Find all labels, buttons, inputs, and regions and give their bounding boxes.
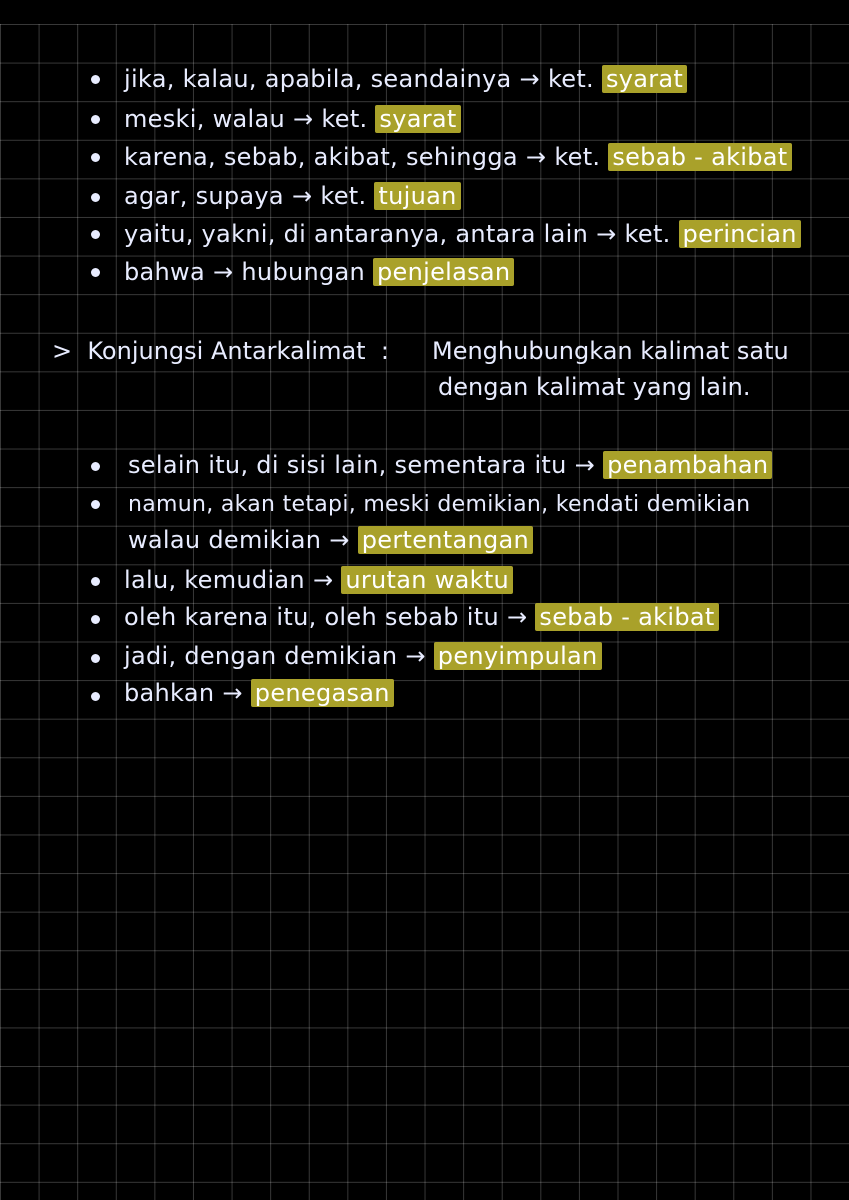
list-item: [128, 450, 772, 480]
highlighted-label: perincian: [679, 220, 801, 248]
conjunction-words: jadi, dengan demikian: [124, 642, 398, 670]
list-item: [128, 488, 750, 520]
highlighted-label: penegasan: [251, 679, 394, 707]
heading-line-1: [52, 336, 389, 366]
heading-definition-2: [438, 372, 751, 402]
highlighted-label: sebab - akibat: [535, 603, 718, 631]
conjunction-words: meski, walau: [124, 105, 285, 133]
list-item-continued: [128, 525, 533, 555]
list-item: [124, 64, 687, 94]
list-item: [124, 257, 514, 287]
bullet-dot: [91, 115, 100, 124]
arrow-icon: →: [525, 143, 547, 171]
label-prefix: ket.: [624, 220, 671, 248]
heading-definition-1: [432, 336, 789, 366]
highlighted-label: penyimpulan: [434, 642, 602, 670]
label-prefix: ket.: [320, 182, 367, 210]
list-item: [124, 181, 461, 211]
arrow-icon: →: [329, 526, 350, 554]
label-prefix: hubungan: [241, 258, 366, 286]
bullet-dot: [91, 268, 100, 277]
arrow-icon: →: [405, 642, 426, 670]
bullet-dot: [91, 615, 100, 624]
highlighted-label: syarat: [602, 65, 687, 93]
conjunction-words: walau demikian: [128, 526, 322, 554]
highlighted-label: pertentangan: [358, 526, 533, 554]
conjunction-words: bahkan: [124, 679, 215, 707]
arrow-icon: →: [506, 603, 528, 631]
conjunction-words: karena, sebab, akibat, sehingga: [124, 143, 518, 171]
highlighted-label: urutan waktu: [341, 566, 513, 594]
bullet-dot: [91, 500, 100, 509]
arrow-icon: →: [213, 258, 234, 286]
arrow-icon: →: [519, 65, 540, 93]
highlighted-label: tujuan: [374, 182, 460, 210]
label-prefix: ket.: [554, 143, 601, 171]
definition-text: Menghubungkan kalimat satu: [432, 337, 789, 365]
heading-title: Konjungsi Antarkalimat: [87, 337, 366, 365]
bullet-dot: [91, 75, 100, 84]
bullet-dot: [91, 654, 100, 663]
conjunction-words: selain itu, di sisi lain, sementara itu: [128, 451, 567, 479]
arrow-icon: →: [291, 182, 313, 210]
conjunction-words: bahwa: [124, 258, 205, 286]
bullet-dot: [91, 692, 100, 701]
label-prefix: ket.: [321, 105, 368, 133]
arrow-icon: →: [596, 220, 617, 248]
bullet-dot: [91, 577, 100, 586]
chevron-right-icon: >: [52, 337, 73, 365]
bullet-dot: [91, 153, 100, 162]
bullet-dot: [91, 462, 100, 471]
arrow-icon: →: [293, 105, 314, 133]
conjunction-words: yaitu, yakni, di antaranya, antara lain: [124, 220, 589, 248]
list-item: [124, 219, 801, 249]
conjunction-words: jika, kalau, apabila, seandainya: [124, 65, 512, 93]
bullet-dot: [91, 230, 100, 239]
highlighted-label: sebab - akibat: [608, 143, 791, 171]
list-item: [124, 641, 602, 671]
list-item: [124, 104, 461, 134]
list-item: [124, 142, 792, 172]
top-band: [0, 0, 849, 24]
arrow-icon: →: [574, 451, 596, 479]
conjunction-words: lalu, kemudian: [124, 566, 305, 594]
highlighted-label: syarat: [375, 105, 460, 133]
bullet-dot: [91, 193, 100, 202]
arrow-icon: →: [312, 566, 334, 594]
highlighted-label: penjelasan: [373, 258, 514, 286]
list-item: [124, 565, 513, 595]
conjunction-words: namun, akan tetapi, meski demikian, kendati demikian: [128, 492, 751, 517]
heading-colon: :: [380, 337, 389, 365]
arrow-icon: →: [222, 679, 243, 707]
label-prefix: ket.: [547, 65, 594, 93]
definition-text: dengan kalimat yang lain.: [438, 373, 751, 401]
conjunction-words: agar, supaya: [124, 182, 284, 210]
list-item: [124, 602, 719, 632]
conjunction-words: oleh karena itu, oleh sebab itu: [124, 603, 499, 631]
list-item: [124, 678, 394, 708]
highlighted-label: penambahan: [603, 451, 772, 479]
